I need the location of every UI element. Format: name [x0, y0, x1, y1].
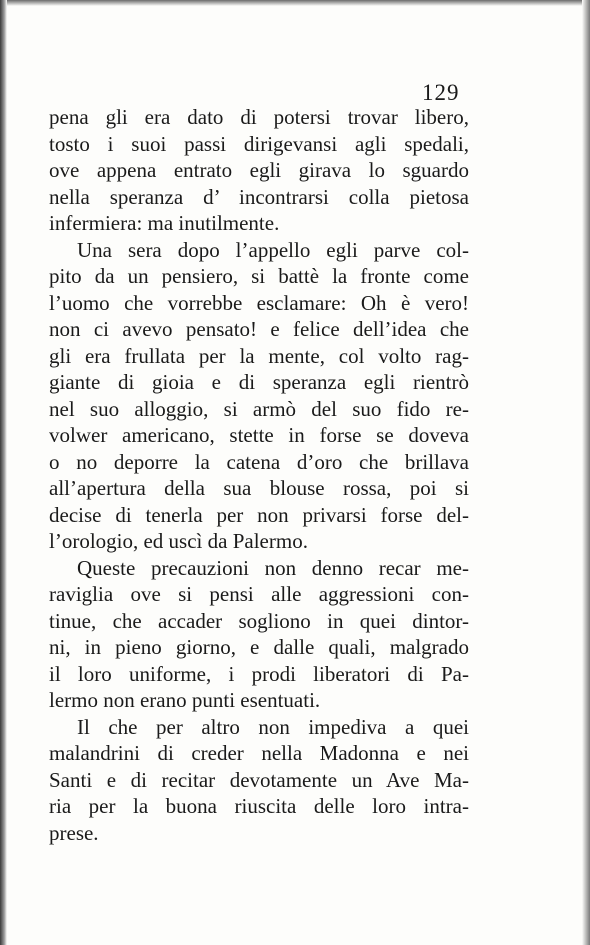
- page-right-edge-shadow: [582, 0, 590, 945]
- text-line: raviglia ove si pensi alle aggressioni con-: [49, 582, 469, 606]
- text-line: Una sera dopo l’appello egli parve col-: [77, 237, 469, 262]
- text-line: volwer americano, stette in forse se doveva: [49, 423, 469, 447]
- body-text: [49, 104, 469, 846]
- text-line: ria per la buona riuscita delle loro intra-: [49, 794, 469, 818]
- text-line: l’uomo che vorrebbe esclamare: Oh è vero!: [49, 290, 469, 315]
- text-line: prese.: [49, 820, 99, 845]
- text-line: malandrini di creder nella Madonna e nei: [49, 741, 469, 765]
- text-line: pena gli era dato di potersi trovar libero,: [49, 105, 469, 129]
- text-line: Santi e di recitar devotamente un Ave Ma-: [49, 767, 469, 792]
- text-line: lermo non erano punti esentuati.: [49, 688, 321, 712]
- text-line: all’apertura della sua blouse rossa, poi si: [49, 476, 469, 500]
- text-line: o no deporre la catena d’oro che brillava: [49, 449, 469, 474]
- text-line: Queste precauzioni non denno recar me-: [77, 555, 469, 580]
- text-line: giante di gioia e di speranza egli rientrò: [49, 370, 469, 394]
- text-line: ove appena entrato egli girava lo sguardo: [49, 158, 469, 182]
- text-line: pito da un pensiero, si battè la fronte come: [49, 264, 469, 288]
- page-left-edge-shadow: [0, 0, 7, 945]
- text-line: l’orologio, ed uscì da Palermo.: [49, 529, 308, 553]
- page-number: 129: [422, 80, 460, 105]
- text-line: infermiera: ma inutilmente.: [49, 211, 280, 235]
- text-line: tosto i suoi passi dirigevansi agli spedali,: [49, 131, 469, 156]
- text-line: il loro uniforme, i prodi liberatori di Pa-: [49, 661, 469, 686]
- text-line: Il che per altro non impediva a quei: [77, 714, 469, 739]
- text-line: nel suo alloggio, si armò del suo fido re-: [49, 396, 469, 421]
- text-line: non ci avevo pensato! e felice dell’idea che: [49, 317, 469, 341]
- page-top-edge-shadow: [0, 0, 590, 6]
- text-line: nella speranza d’ incontrarsi colla pietosa: [49, 184, 469, 209]
- text-line: gli era frullata per la mente, col volto rag-: [49, 343, 469, 368]
- text-line: ni, in pieno giorno, e dalle quali, malgrado: [49, 635, 469, 659]
- text-line: decise di tenerla per non privarsi forse del-: [49, 502, 469, 527]
- text-line: tinue, che accader sogliono in quei dintor-: [49, 608, 469, 633]
